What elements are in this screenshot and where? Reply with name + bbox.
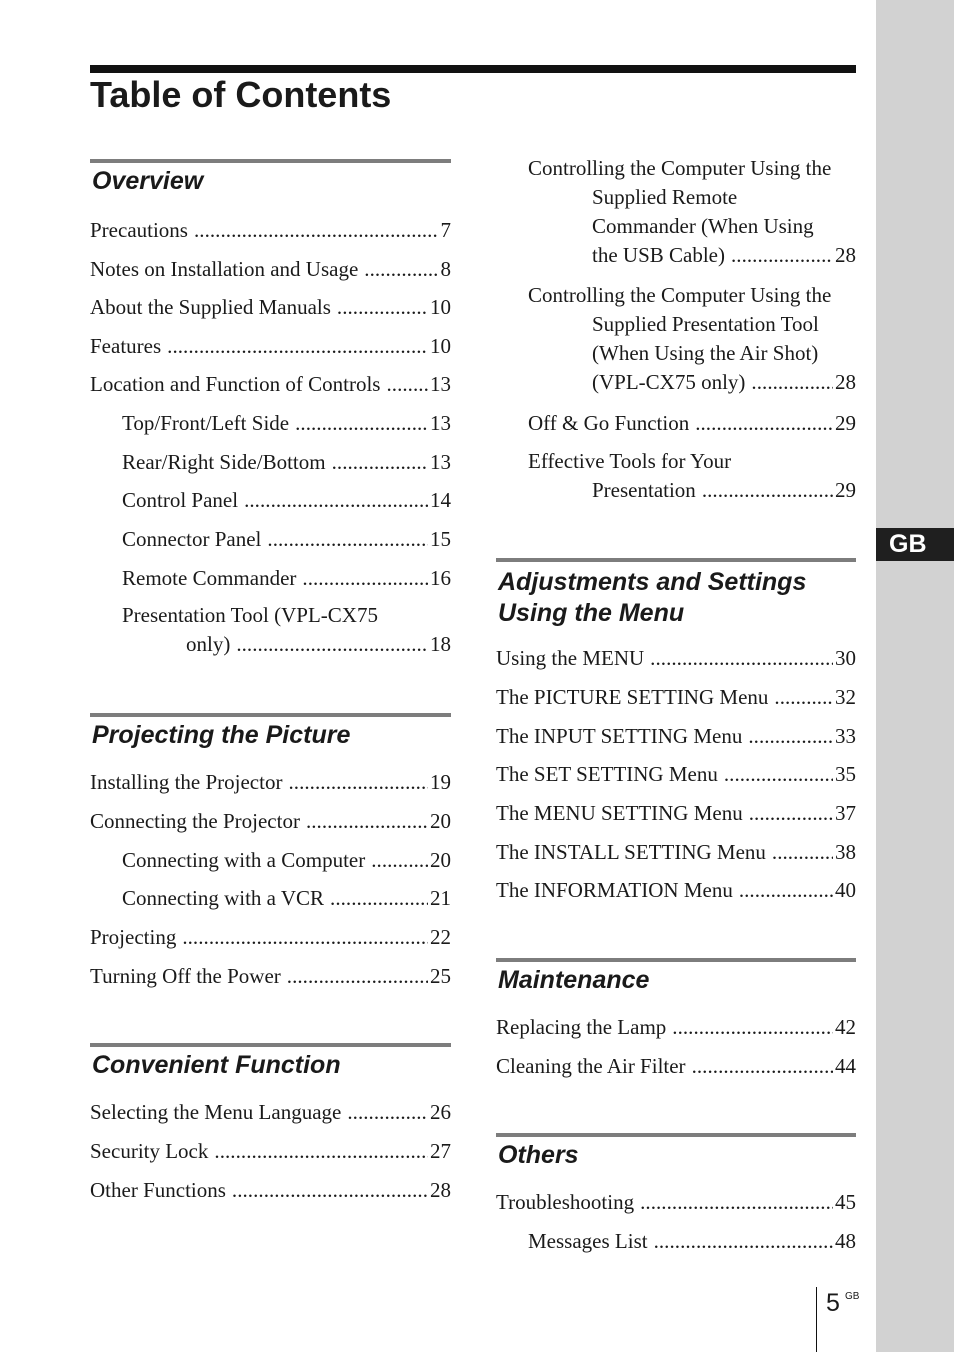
section-others	[496, 1133, 856, 1171]
dot-leader	[640, 1188, 833, 1217]
entry-title: Connecting the Projector	[90, 809, 300, 833]
dot-leader	[287, 962, 428, 991]
section-heading: Maintenance	[498, 966, 650, 994]
side-margin-strip	[876, 0, 954, 1352]
dot-leader	[244, 486, 428, 515]
toc-entry[interactable]	[496, 1052, 856, 1081]
entry-title: The SET SETTING Menu	[496, 762, 718, 786]
toc-subentry[interactable]	[90, 601, 451, 659]
dot-leader	[749, 799, 833, 828]
toc-entry[interactable]	[496, 760, 856, 789]
dot-leader	[724, 760, 833, 789]
entry-page: 10	[430, 334, 451, 358]
dot-leader	[774, 683, 833, 712]
entry-page: 25	[430, 964, 451, 988]
page-number: 5	[826, 1289, 840, 1317]
section-heading: Others	[498, 1141, 579, 1169]
toc-entry[interactable]	[90, 293, 451, 322]
entry-title: Turning Off the Power	[90, 964, 281, 988]
language-tab: GB	[876, 528, 954, 561]
dot-leader	[267, 525, 428, 554]
entry-page: 38	[835, 840, 856, 864]
toc-subentry[interactable]	[90, 884, 451, 913]
toc-subentry[interactable]	[90, 564, 451, 593]
toc-subentry[interactable]	[90, 846, 451, 875]
dot-leader	[194, 216, 439, 245]
entry-page: 22	[430, 925, 451, 949]
title-rule	[90, 65, 856, 73]
section-heading-line2: Using the Menu	[498, 599, 685, 627]
page-number-suffix: GB	[845, 1291, 860, 1302]
entry-title: Precautions	[90, 218, 188, 242]
toc-entry[interactable]	[90, 370, 451, 399]
dot-leader	[167, 332, 428, 361]
page-title: Table of Contents	[90, 74, 392, 115]
section-heading: Projecting the Picture	[92, 721, 351, 749]
toc-entry[interactable]	[90, 768, 451, 797]
entry-title: The MENU SETTING Menu	[496, 801, 743, 825]
entry-title: Cleaning the Air Filter	[496, 1054, 686, 1078]
entry-page: 7	[440, 218, 451, 242]
dot-leader	[695, 409, 833, 438]
entry-page: 16	[430, 566, 451, 590]
entry-page: 29	[835, 411, 856, 435]
entry-title: Troubleshooting	[496, 1190, 635, 1214]
toc-subentry[interactable]	[496, 281, 856, 397]
entry-title: Off & Go Function	[528, 411, 690, 435]
entry-title: Controlling the Computer Using the	[528, 283, 832, 307]
dot-leader	[748, 722, 833, 751]
entry-page: 10	[430, 295, 451, 319]
entry-page: 13	[430, 411, 451, 435]
dot-leader	[364, 255, 438, 284]
section-convenient	[90, 1043, 451, 1081]
entry-title: The INSTALL SETTING Menu	[496, 840, 766, 864]
section-maintenance	[496, 958, 856, 996]
entry-title: Connecting with a Computer	[122, 848, 366, 872]
entry-title: Other Functions	[90, 1178, 226, 1202]
entry-page: 33	[835, 724, 856, 748]
entry-page: 28	[430, 1178, 451, 1202]
dot-leader	[731, 241, 833, 270]
entry-page: 27	[430, 1139, 451, 1163]
entry-title: Using the MENU	[496, 646, 645, 670]
entry-title: About the Supplied Manuals	[90, 295, 331, 319]
dot-leader	[672, 1013, 833, 1042]
entry-title-continued: (When Using the Air Shot)	[592, 341, 819, 365]
entry-title: Location and Function of Controls	[90, 372, 381, 396]
entry-title: Messages List	[528, 1229, 648, 1253]
entry-page: 21	[430, 886, 451, 910]
toc-entry[interactable]	[90, 1137, 451, 1166]
entry-page: 13	[430, 450, 451, 474]
toc-entry[interactable]	[90, 962, 451, 991]
entry-page: 8	[440, 257, 451, 281]
entry-title: Presentation Tool (VPL-CX75	[122, 603, 378, 627]
entry-title: Selecting the Menu Language	[90, 1100, 342, 1124]
entry-title: Connecting with a VCR	[122, 886, 325, 910]
dot-leader	[702, 476, 833, 505]
entry-page: 18	[430, 632, 451, 656]
dot-leader	[739, 876, 833, 905]
toc-subentry[interactable]	[90, 486, 451, 515]
dot-leader	[654, 1227, 833, 1256]
entry-title: The INPUT SETTING Menu	[496, 724, 743, 748]
entry-title: Installing the Projector	[90, 770, 283, 794]
toc-subentry[interactable]	[90, 525, 451, 554]
section-adjustments	[496, 558, 856, 629]
toc-entry[interactable]	[90, 923, 451, 952]
entry-page: 30	[835, 646, 856, 670]
toc-entry[interactable]	[496, 1013, 856, 1042]
entry-title-continued: only)	[186, 632, 231, 656]
dot-leader	[347, 1098, 428, 1127]
entry-title: Rear/Right Side/Bottom	[122, 450, 326, 474]
dot-leader	[772, 838, 833, 867]
entry-page: 20	[430, 809, 451, 833]
entry-title-continued: (VPL-CX75 only)	[592, 370, 746, 394]
toc-subentry[interactable]	[90, 448, 451, 477]
toc-entry[interactable]	[90, 1098, 451, 1127]
entry-page: 19	[430, 770, 451, 794]
entry-title: Features	[90, 334, 162, 358]
toc-entry[interactable]	[90, 332, 451, 361]
toc-entry[interactable]	[90, 1176, 451, 1205]
entry-page: 28	[835, 370, 856, 394]
entry-title-continued: the USB Cable)	[592, 243, 725, 267]
entry-title: Projecting	[90, 925, 177, 949]
dot-leader	[332, 448, 428, 477]
entry-title: Controlling the Computer Using the	[528, 156, 832, 180]
dot-leader	[302, 564, 428, 593]
dot-leader	[337, 293, 428, 322]
dot-leader	[371, 846, 428, 875]
entry-title: Security Lock	[90, 1139, 209, 1163]
entry-title: Notes on Installation and Usage	[90, 257, 359, 281]
toc-entry[interactable]	[496, 1188, 856, 1217]
dot-leader	[236, 630, 428, 659]
entry-title: Replacing the Lamp	[496, 1015, 667, 1039]
entry-title-continued: Supplied Presentation Tool	[592, 312, 819, 336]
toc-entry[interactable]	[496, 876, 856, 905]
entry-title-continued: Supplied Remote	[592, 185, 738, 209]
entry-title: Top/Front/Left Side	[122, 411, 290, 435]
entry-title-continued: Commander (When Using	[592, 214, 814, 238]
entry-page: 42	[835, 1015, 856, 1039]
toc-entry[interactable]	[496, 644, 856, 673]
entry-page: 29	[835, 478, 856, 502]
dot-leader	[288, 768, 428, 797]
entry-title: The PICTURE SETTING Menu	[496, 685, 769, 709]
toc-subentry[interactable]	[496, 154, 856, 270]
section-heading: Overview	[92, 167, 204, 195]
entry-page: 35	[835, 762, 856, 786]
toc-entry[interactable]	[496, 683, 856, 712]
dot-leader	[306, 807, 428, 836]
toc-subentry[interactable]	[496, 447, 856, 505]
entry-page: 13	[430, 372, 451, 396]
toc-entry[interactable]	[496, 838, 856, 867]
toc-entry[interactable]	[496, 722, 856, 751]
footer-rule	[816, 1287, 817, 1352]
entry-page: 48	[835, 1229, 856, 1253]
toc-entry[interactable]	[90, 807, 451, 836]
entry-page: 32	[835, 685, 856, 709]
entry-page: 14	[430, 488, 451, 512]
section-overview	[90, 159, 451, 197]
entry-page: 20	[430, 848, 451, 872]
toc-subentry[interactable]	[496, 1227, 856, 1256]
toc-entry[interactable]	[496, 799, 856, 828]
entry-page: 15	[430, 527, 451, 551]
entry-title-continued: Presentation	[592, 478, 696, 502]
entry-page: 45	[835, 1190, 856, 1214]
entry-page: 26	[430, 1100, 451, 1124]
entry-page: 40	[835, 878, 856, 902]
toc-entry[interactable]	[90, 255, 451, 284]
dot-leader	[650, 644, 833, 673]
dot-leader	[692, 1052, 833, 1081]
entry-title: Remote Commander	[122, 566, 297, 590]
dot-leader	[330, 884, 428, 913]
toc-subentry[interactable]	[496, 409, 856, 438]
entry-title: Effective Tools for Your	[528, 449, 732, 473]
toc-subentry[interactable]	[90, 409, 451, 438]
dot-leader	[182, 923, 428, 952]
dot-leader	[386, 370, 428, 399]
section-projecting	[90, 713, 451, 751]
entry-title: The INFORMATION Menu	[496, 878, 733, 902]
entry-page: 44	[835, 1054, 856, 1078]
entry-page: 37	[835, 801, 856, 825]
entry-title: Connector Panel	[122, 527, 262, 551]
dot-leader	[214, 1137, 428, 1166]
section-heading: Convenient Function	[92, 1051, 341, 1079]
entry-page: 28	[835, 243, 856, 267]
toc-entry[interactable]	[90, 216, 451, 245]
dot-leader	[232, 1176, 428, 1205]
section-heading: Adjustments and Settings	[498, 568, 807, 596]
dot-leader	[751, 368, 833, 397]
dot-leader	[295, 409, 428, 438]
entry-title: Control Panel	[122, 488, 239, 512]
